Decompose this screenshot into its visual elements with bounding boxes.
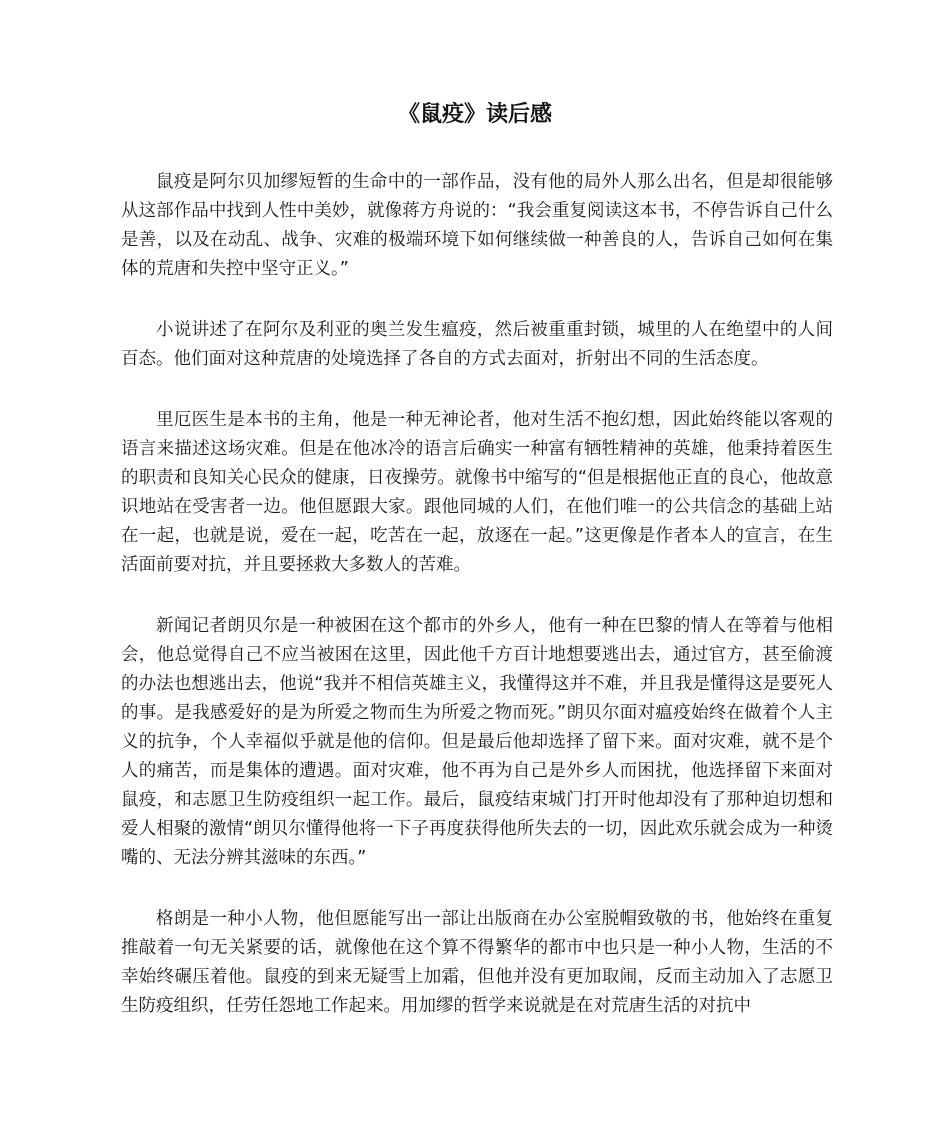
page-title: 《鼠疫》读后感 — [397, 102, 552, 127]
document-body — [121, 168, 833, 1053]
paragraph-3: 里厄医生是本书的主角，他是一种无神论者，他对生活不抱幻想，因此始终能以客观的语言来描述这场灾难。但是在他冰冷的语言后确实一种富有牺牲精神的英雄，他秉持着医生的职责和良知关心民众的健康，日夜操劳。就像书中缩写的“但是根据他正直的良心，他故意识地站在受害者一边。他但愿跟大家。跟他同城的人们，在他们唯一的公共信念的基础上站在一起，也就是说，爱在一起，吃苦在一起，放逐在一起。”这更像是作者本人的宣言，在生活面前要对抗，并且要拯救大多数人的苦难。 — [121, 410, 833, 575]
paragraph-1: 鼠疫是阿尔贝加缪短暂的生命中的一部作品，没有他的局外人那么出名，但是却很能够从这部作品中找到人性中美妙，就像蒋方舟说的：“我会重复阅读这本书，不停告诉自己什么是善，以及在动乱、战争、灾难的极端环境下如何继续做一种善良的人，告诉自己如何在集体的荒唐和失控中坚守正义。” — [121, 172, 833, 279]
paragraph-4: 新闻记者朗贝尔是一种被困在这个都市的外乡人，他有一种在巴黎的情人在等着与他相会，他总觉得自己不应当被困在这里，因此他千方百计地想要逃出去，通过官方，甚至偷渡的办法也想逃出去，他说“我并不相信英雄主义，我懂得这并不难，并且我是懂得这是要死人的事。是我感爱好的是为所爱之物而生为所爱之物而死。”朗贝尔面对瘟疫始终在做着个人主义的抗争，个人幸福似乎就是他的信仰。但是最后他却选择了留下来。面对灾难，就不是个人的痛苦，而是集体的遭遇。面对灾难，他不再为自己是外乡人而困扰，他选择留下来面对鼠疫，和志愿卫生防疫组织一起工作。最后，鼠疫结束城门打开时他却没有了那种迫切想和爱人相聚的激情“朗贝尔懂得他将一下子再度获得他所失去的一切，因此欢乐就会成为一种烫嘴的、无法分辨其滋味的东西。” — [121, 616, 833, 868]
paragraph-5: 格朗是一种小人物，他但愿能写出一部让出版商在办公室脱帽致敬的书，他始终在重复推敲着一句无关紧要的话，就像他在这个算不得繁华的都市中也只是一种小人物，生活的不幸始终碾压着他。鼠疫的到来无疑雪上加霜，但他并没有更加取闹，反而主动加入了志愿卫生防疫组织，任劳任怨地工作起来。用加缪的哲学来说就是在对荒唐生活的对抗中 — [121, 909, 833, 1016]
paragraph-2: 小说讲述了在阿尔及利亚的奥兰发生瘟疫，然后被重重封锁，城里的人在绝望中的人间百态。他们面对这种荒唐的处境选择了各自的方式去面对，折射出不同的生活态度。 — [121, 320, 833, 369]
